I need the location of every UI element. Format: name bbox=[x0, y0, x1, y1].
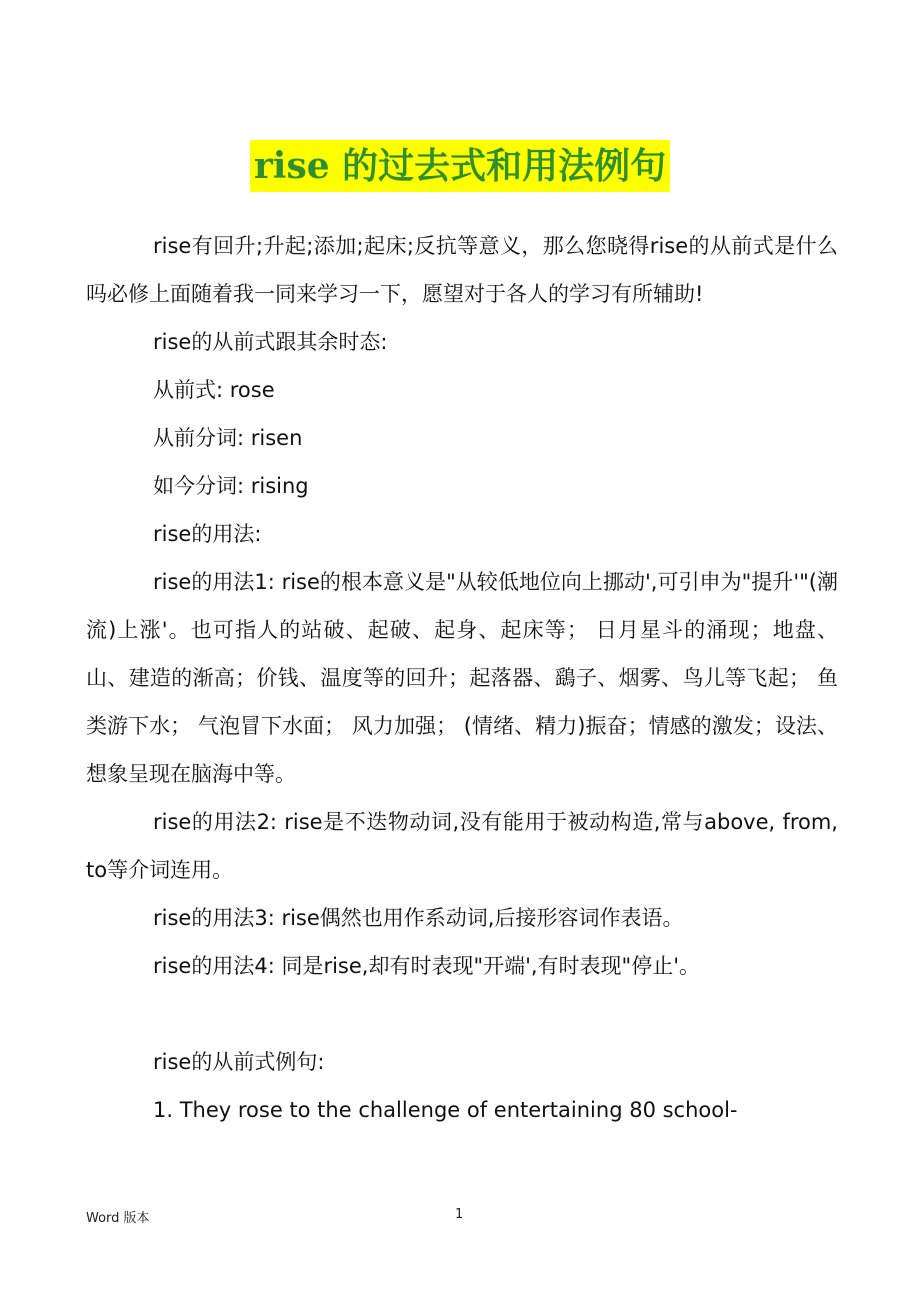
document-body bbox=[86, 222, 838, 1134]
paragraph-usage-1: rise的用法1: rise的根本意义是"从较低地位向上挪动',可引申为"提升'"(潮流)上涨'。也可指人的站破、起破、起身、起床等； 日月星斗的涌现；地盘、山、建造的渐高；价钱、温度等的回升；起落器、鷂子、烟雾、鸟儿等飞起； 鱼类游下水； 气泡冒下水面； 风力加强； (情绪、精力)振奋；情感的激发；设法、想象呈现在脑海中等。 bbox=[86, 570, 838, 786]
paragraph-usage-2: rise的用法2: rise是不迭物动词,没有能用于被动构造,常与above, from, to等介词连用。 bbox=[86, 810, 838, 882]
paragraph-usage-heading: rise的用法: bbox=[153, 522, 262, 546]
paragraph-example-1: 1. They rose to the challenge of entertaining 80 school- bbox=[153, 1098, 738, 1122]
footer-word-version: Word 版本 bbox=[86, 1211, 150, 1226]
document-title: rise 的过去式和用法例句 bbox=[250, 140, 670, 192]
paragraph-examples-heading: rise的从前式例句: bbox=[153, 1050, 325, 1074]
paragraph-present-participle: 如今分词: rising bbox=[153, 474, 309, 498]
paragraph-usage-4: rise的用法4: 同是rise,却有时表现"开端',有时表现"停止'。 bbox=[153, 954, 700, 978]
title-container bbox=[0, 140, 920, 192]
paragraph-past-participle: 从前分词: risen bbox=[153, 426, 303, 450]
paragraph-tenses-heading: rise的从前式跟其余时态: bbox=[153, 330, 388, 354]
footer-page-number: 1 bbox=[455, 1207, 464, 1222]
paragraph-usage-3: rise的用法3: rise偶然也用作系动词,后接形容词作表语。 bbox=[153, 906, 684, 930]
paragraph-past-tense: 从前式: rose bbox=[153, 378, 275, 402]
blank-line bbox=[86, 990, 838, 1038]
paragraph-intro: rise有回升;升起;添加;起床;反抗等意义，那么您晓得rise的从前式是什么吗必修上面随着我一同来学习一下，愿望对于各人的学习有所辅助! bbox=[86, 234, 838, 306]
